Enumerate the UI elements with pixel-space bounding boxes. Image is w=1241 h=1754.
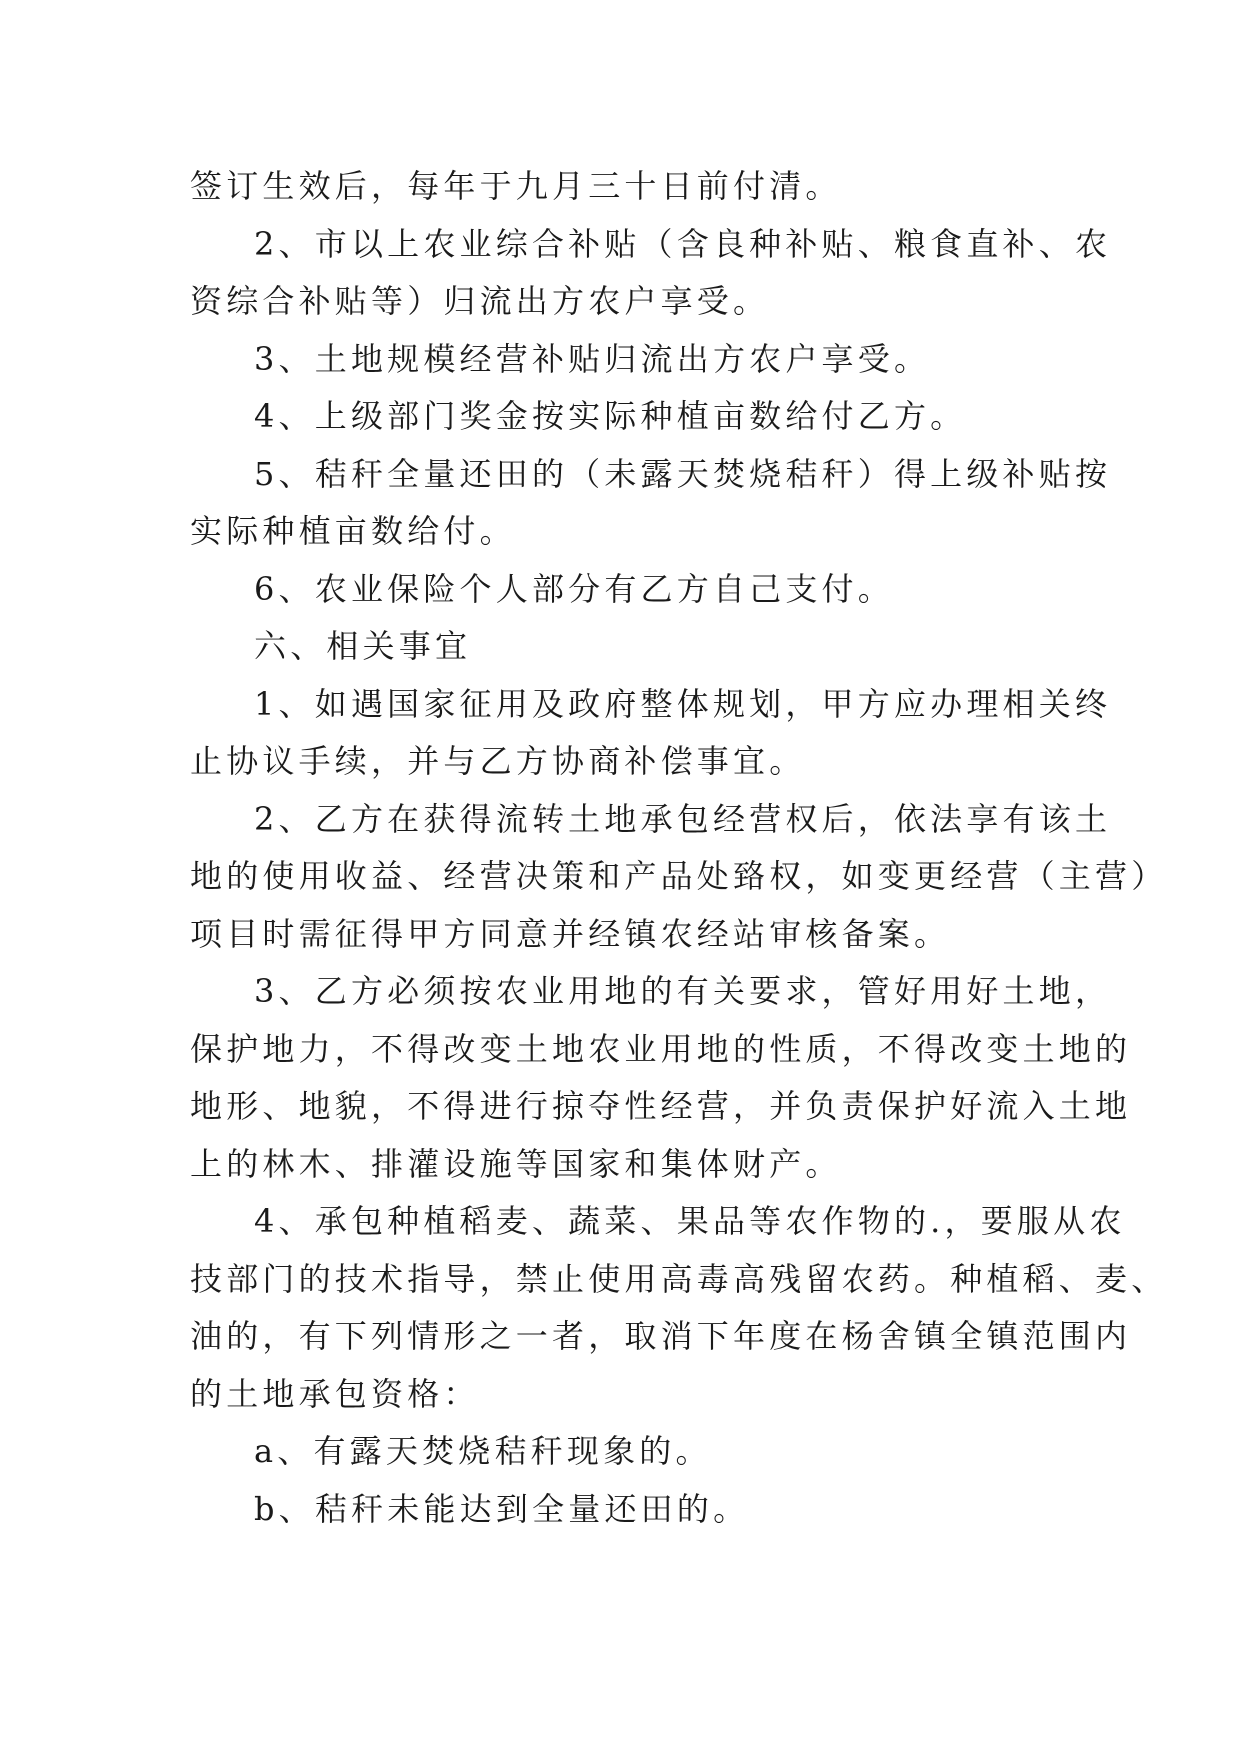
text-line: 上的林木、排灌设施等国家和集体财产。	[190, 1144, 842, 1183]
text-line: 4、上级部门奖金按实际种植亩数给付乙方。	[254, 397, 967, 435]
list-item: a、有露天焚烧秸秆现象的。	[254, 1432, 712, 1470]
text-line: 项目时需征得甲方同意并经镇农经站审核备案。	[190, 914, 951, 953]
text-line: 地的使用收益、经营决策和产品处臵权，如变更经营（主营）	[190, 857, 1168, 895]
text-line: 保护地力，不得改变土地农业用地的性质，不得改变土地的	[190, 1029, 1132, 1068]
text-line: 6、农业保险个人部分有乙方自己支付。	[254, 569, 894, 608]
text-line: 3、乙方必须按农业用地的有关要求，管好用好土地，	[254, 972, 1112, 1010]
text-line: 资综合补贴等）归流出方农户享受。	[190, 282, 770, 320]
text-line: 3、土地规模经营补贴归流出方农户享受。	[254, 339, 931, 378]
text-line: 油的，有下列情形之一者，取消下年度在杨舍镇全镇范围内	[190, 1317, 1132, 1355]
text-line: 1、如遇国家征用及政府整体规划，甲方应办理相关终	[254, 684, 1112, 723]
text-line: 5、秸秆全量还田的（未露天焚烧秸秆）得上级补贴按	[254, 454, 1112, 493]
text-line: 签订生效后，每年于九月三十日前付清。	[190, 167, 842, 205]
text-line: 实际种植亩数给付。	[190, 512, 516, 550]
text-line: 技部门的技术指导，禁止使用高毒高残留农药。种植稻、麦、	[190, 1259, 1168, 1298]
document-body	[190, 158, 1168, 1538]
section-heading: 六、相关事宜	[254, 627, 472, 665]
text-line: 地形、地貌，不得进行掠夺性经营，并负责保护好流入土地	[190, 1087, 1132, 1125]
text-line: 2、乙方在获得流转土地承包经营权后，依法享有该土	[254, 799, 1112, 838]
list-item: b、秸秆未能达到全量还田的。	[254, 1489, 750, 1528]
text-line: 止协议手续，并与乙方协商补偿事宜。	[190, 742, 806, 780]
text-line: 的土地承包资格：	[190, 1374, 480, 1413]
text-line: 2、市以上农业综合补贴（含良种补贴、粮食直补、农	[254, 224, 1112, 263]
text-line: 4、承包种植稻麦、蔬菜、果品等农作物的.，要服从农	[254, 1202, 1126, 1240]
